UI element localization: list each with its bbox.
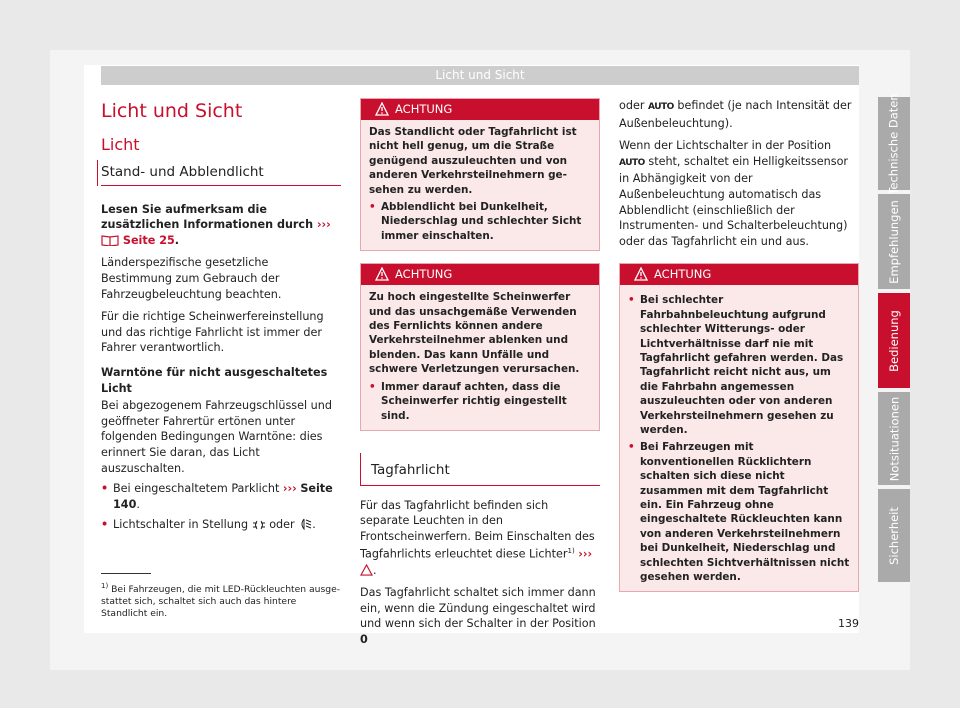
tab-notsituationen[interactable]: Notsituationen <box>878 392 910 485</box>
footnote <box>101 580 341 620</box>
intro-text: Lesen Sie aufmerksam die zusätzlichen Informationen durch <box>101 202 314 232</box>
warning-label: ACHTUNG <box>395 102 453 116</box>
warning-label: ACHTUNG <box>395 267 453 282</box>
warning-triangle-icon <box>375 102 389 116</box>
warning-triangle-icon <box>375 267 389 281</box>
intro-page-ref[interactable]: Seite 25 <box>122 233 175 247</box>
tab-technische-daten[interactable]: Technische Daten <box>878 97 910 190</box>
column-3 <box>619 98 859 604</box>
column-1 <box>101 98 341 533</box>
paragraph: Länderspezifische gesetzliche Bestimmung zum Gebrauch der Fahrzeugbeleuchtung beachten. <box>101 256 282 301</box>
warning-box <box>619 263 859 592</box>
paragraph-text: Wenn der Lichtschalter in der Position <box>619 139 832 153</box>
warning-bullet: • Abblendlicht bei Dunkelheit, Niederschlag und schlechter Sicht immer einschalten. <box>369 200 591 243</box>
low-beam-icon <box>298 518 312 530</box>
warning-label: ACHTUNG <box>654 267 712 282</box>
reference-arrows[interactable]: ››› <box>578 548 593 562</box>
list-item: • Lichtschalter in Stellung oder . <box>101 517 341 533</box>
paragraph <box>619 98 859 131</box>
paragraph-text: Das Tagfahrlicht schaltet sich immer dann ein, wenn die Zündung eingeschaltet wird und wenn sich der Schalter in der Position <box>360 586 596 631</box>
reference-arrows: ››› <box>282 482 297 496</box>
warning-text: Das Standlicht oder Tagfahrlicht ist nicht hell genug, um die Straße genügend auszuleuchten und von anderen Verkehrsteilnehmern gesehen zu werden. <box>369 126 577 196</box>
paragraph-text: befindet (je nach Intensität der Außenbeleuchtung). <box>619 99 852 130</box>
reference-arrows: ››› <box>316 218 331 232</box>
tab-empfehlungen[interactable]: Empfehlungen <box>878 194 910 289</box>
section-heading-tagfahrlicht: Tagfahrlicht <box>360 453 600 486</box>
warning-box <box>360 98 600 251</box>
warning-header <box>620 264 858 285</box>
switch-position: 0 <box>360 632 368 646</box>
footnote-text: Bei Fahrzeugen, die mit LED-Rückleuchten ausgestattet sich, schaltet sich auch das hintere Standlicht ein. <box>101 584 341 620</box>
warning-triangle-icon <box>360 564 373 576</box>
subsection-title: Stand- und Abblendlicht <box>101 160 341 186</box>
section-title: Licht <box>101 135 140 154</box>
chapter-title: Licht und Sicht <box>101 100 243 122</box>
warning-body <box>620 285 858 591</box>
book-icon <box>101 234 119 246</box>
paragraph <box>619 138 859 249</box>
tab-bedienung[interactable]: Bedienung <box>878 293 910 388</box>
list-item-text: oder <box>269 518 295 532</box>
list-item-text: Bei eingeschaltetem Parklicht <box>113 482 280 496</box>
paragraph-text: Für das Tagfahrlicht befinden sich separate Leuchten in den Frontscheinwerfern. Beim Einschalten des Tagfahrlichts erleuchtet diese Lichter <box>360 498 595 562</box>
auto-position-symbol: AUTO <box>648 102 674 112</box>
paragraph: Für die richtige Scheinwerfereinstellung und das richtige Fahrlicht ist immer der Fahrer verantwortlich. <box>101 310 324 355</box>
warning-body <box>361 120 599 250</box>
paragraph: Für das Tagfahrlicht befinden sich separate Leuchten in den Frontscheinwerfern. Beim Einschalten des Tagfahrlichts erleuchtet diese Lichter$^{1)}$ ››› . <box>360 498 595 577</box>
tab-sicherheit[interactable]: Sicherheit <box>878 489 910 582</box>
column-2 <box>360 98 600 648</box>
sub-heading: Warntöne für nicht ausgeschaltetes Licht <box>101 365 328 395</box>
warning-body <box>361 285 599 430</box>
warning-text: Zu hoch eingestellte Scheinwerfer und das unsachgemäße Verwenden des Fernlichts können andere Verkehrsteilnehmer ablenken und blenden. Das kann Unfälle und schwere Verletzungen verursachen. <box>369 291 580 376</box>
paragraph: Bei abgezogenem Fahrzeugschlüssel und geöffneter Fahrertür ertönen unter folgenden Bedingungen Warntöne: dies erinnert Sie daran, das Licht auszuschalten. <box>101 399 332 475</box>
warning-header <box>361 99 599 120</box>
paragraph-text: oder <box>619 99 645 112</box>
running-header: Licht und Sicht <box>101 66 859 85</box>
auto-position-symbol: AUTO <box>619 157 645 168</box>
warning-bullet: • Bei Fahrzeugen mit konventionellen Rücklichtern schalten sich diese nicht zusammen mit dem Tagfahrlicht ein. Ein Fahrzeug ohne eingeschaltete Rückleuchten kann von anderen Verkehrsteilnehmern bei Dunkelheit, Niederschlag und schlechten Sichtverhältnissen nicht gesehen werden. <box>628 440 850 584</box>
warning-bullet: • Bei schlechter Fahrbahnbeleuchtung aufgrund schlechter Witterungs- oder Lichtverhältnisse darf nie mit Tagfahrlicht gefahren werden. Das Tagfahrlicht reicht nicht aus, um die Fahrbahn angemessen auszuleuchten oder von anderen Verkehrsteilnehmern gesehen zu werden. <box>628 293 850 437</box>
warning-box <box>360 263 600 431</box>
warning-header <box>361 264 599 285</box>
paragraph-text: steht, schaltet ein Helligkeitssensor in Abhängigkeit von der Außenbeleuchtung automatisch das Abblendlicht (einschließlich der Instrumenten- und Schalterbeleuchtung) oder das Tagfahrlicht ein und aus. <box>619 154 849 248</box>
list-item: • Bei eingeschaltetem Parklicht ››› Seite 140. <box>101 481 341 512</box>
footnote-mark: 1) <box>567 547 575 556</box>
paragraph <box>360 585 600 647</box>
warning-triangle-icon <box>634 267 648 281</box>
page-number: 139 <box>838 617 859 630</box>
footnote-divider <box>101 573 151 574</box>
intro-note: Lesen Sie aufmerksam die zusätzlichen Informationen durch ››› Seite 25. <box>101 202 331 247</box>
list-item-text: Lichtschalter in Stellung <box>113 518 249 532</box>
warning-bullet: • Immer darauf achten, dass die Scheinwerfer richtig eingestellt sind. <box>369 380 591 423</box>
footnote-mark: 1) <box>101 582 109 590</box>
parking-light-icon <box>252 520 266 530</box>
page-reference-link[interactable]: Seite 140 <box>113 482 333 511</box>
